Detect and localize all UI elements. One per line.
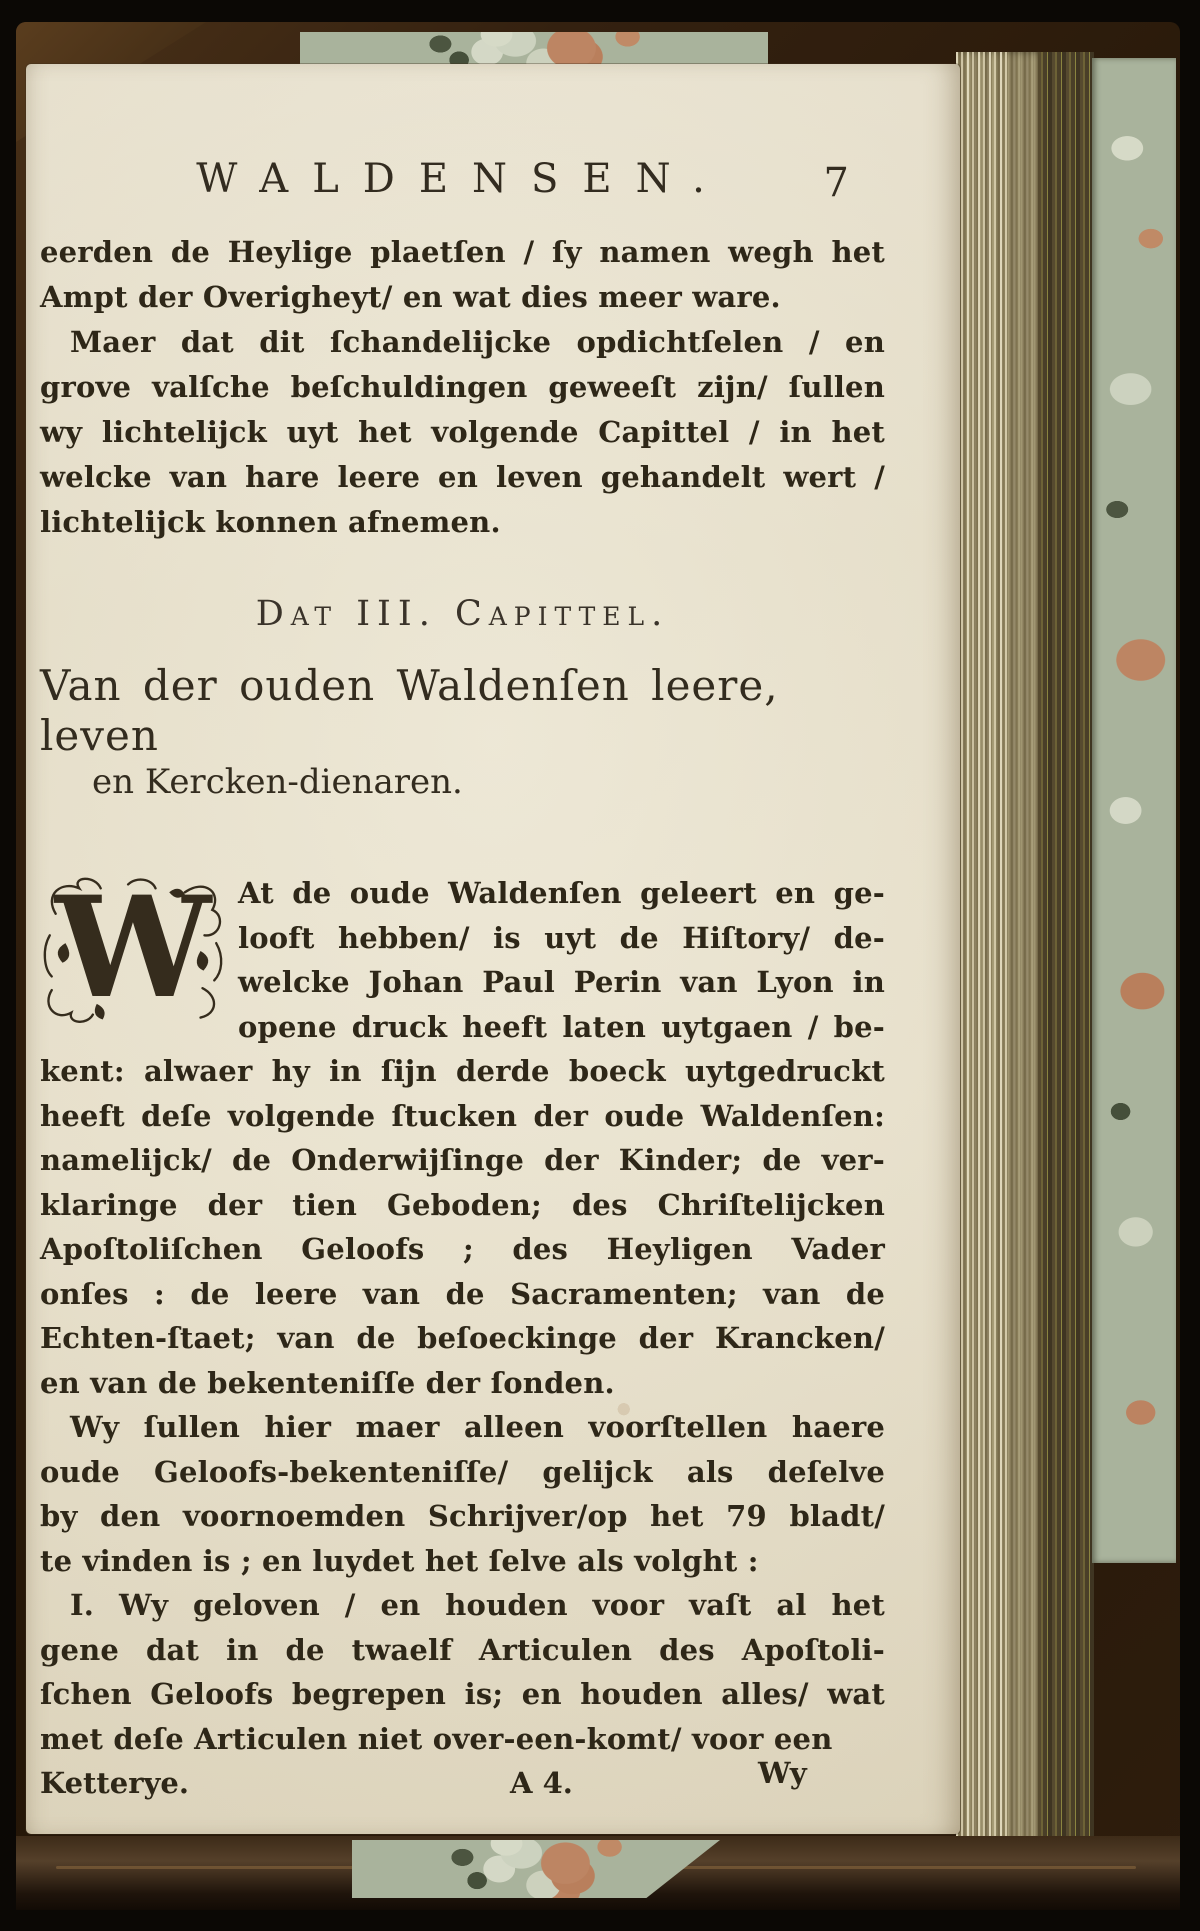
marbled-cover-right-edge (1092, 58, 1176, 1563)
text-line: onſes : de leere van de Sacramenten; van de (40, 1276, 885, 1311)
text-line: en van de bekenteniſſe der ſonden. (40, 1365, 615, 1400)
text-line: heeft deſe volgende ſtucken der oude Waldenſen: (40, 1098, 885, 1133)
book-page (26, 64, 960, 1834)
text-line: Ampt der Overigheyt/ en wat dies meer ware. (40, 280, 781, 314)
fore-edge-pages (956, 52, 1094, 1898)
text-line: welcke Johan Paul Perin van Lyon in (238, 965, 885, 999)
text-line: gene dat in de twaelf Articulen des Apoſtoli- (40, 1632, 885, 1667)
text-line: At de oude Waldenſen geleert en ge- (238, 876, 885, 910)
text-line: grove valſche beſchuldingen geweeſt zijn/ ſullen (40, 370, 885, 404)
fore-edge-shadow-band (1038, 52, 1094, 1898)
drop-cap-letter: W (54, 873, 212, 1028)
text-line: opene druck heeft laten uytgaen / be- (238, 1009, 885, 1044)
text-line: oude Geloofs-bekenteniſſe/ gelijck als deſelve (40, 1454, 885, 1489)
text-line: ſchen Geloofs begrepen is; en houden alles/ wat (40, 1677, 885, 1711)
text-line: eerden de Heylige plaetſen / ſy namen wegh het (40, 235, 885, 269)
chapter-heading: Dat III. Capittel. (255, 594, 670, 634)
footer-line (40, 1756, 885, 1805)
text-line: looft hebben/ is uyt de Hiſtory/ de- (238, 920, 885, 955)
text-line: namelijck/ de Onderwijſinge der Kinder; de ver- (40, 1143, 885, 1177)
catchword: Wy (758, 1756, 807, 1790)
text-line: Echten-ſtaet; van de beſoeckinge der Krancken/ (40, 1321, 885, 1355)
text-line: met deſe Articulen niet over-een-komt/ voor een (40, 1721, 833, 1756)
text-line: Maer dat dit ſchandelijcke opdichtſelen / en (70, 325, 885, 359)
decorated-initial (40, 873, 226, 1028)
text-line: welcke van hare leere en leven gehandelt wert / (40, 460, 885, 494)
text-line: wy lichtelijck uyt het volgende Capittel / in het (40, 415, 885, 449)
opening-paragraph-block (40, 871, 885, 1405)
text-line: I. Wy geloven / en houden voor vaſt al het (70, 1588, 885, 1622)
page-header (40, 156, 885, 204)
paragraph-1a (40, 230, 885, 320)
paragraph-1b (40, 320, 885, 545)
chapter-subtitle-line-1: Van der ouden Waldenſen leere, leven (40, 661, 779, 760)
paragraph-4 (40, 1583, 885, 1761)
signature-mark: A 4. (510, 1766, 573, 1800)
text-line: te vinden is ; en luydet het ſelve als volght : (40, 1543, 759, 1578)
text-column (40, 64, 885, 1805)
woodcut-initial-art (40, 873, 226, 1028)
paragraph-3 (40, 1405, 885, 1583)
fore-edge-highlight (956, 52, 1008, 1898)
text-line: Apoſtoliſchen Geloofs ; des Heyligen Vader (40, 1232, 885, 1266)
last-word: Ketterye. (40, 1766, 189, 1800)
text-line: klaringe der tien Geboden; des Chriſtelijcken (40, 1187, 885, 1222)
text-line: Wy ſullen hier maer alleen voorſtellen haere (70, 1410, 885, 1444)
text-line: kent: alwaer hy in ſijn derde boeck uytgedruckt (40, 1054, 885, 1088)
text-line: by den voornoemden Schrijver/op het 79 bladt/ (40, 1499, 885, 1533)
text-line: lichtelijck konnen afnemen. (40, 505, 501, 539)
running-title: WALDENSEN. (196, 156, 729, 202)
chapter-subtitle-line-2: en Kercken-dienaren. (92, 762, 463, 802)
page-number: 7 (823, 160, 849, 206)
